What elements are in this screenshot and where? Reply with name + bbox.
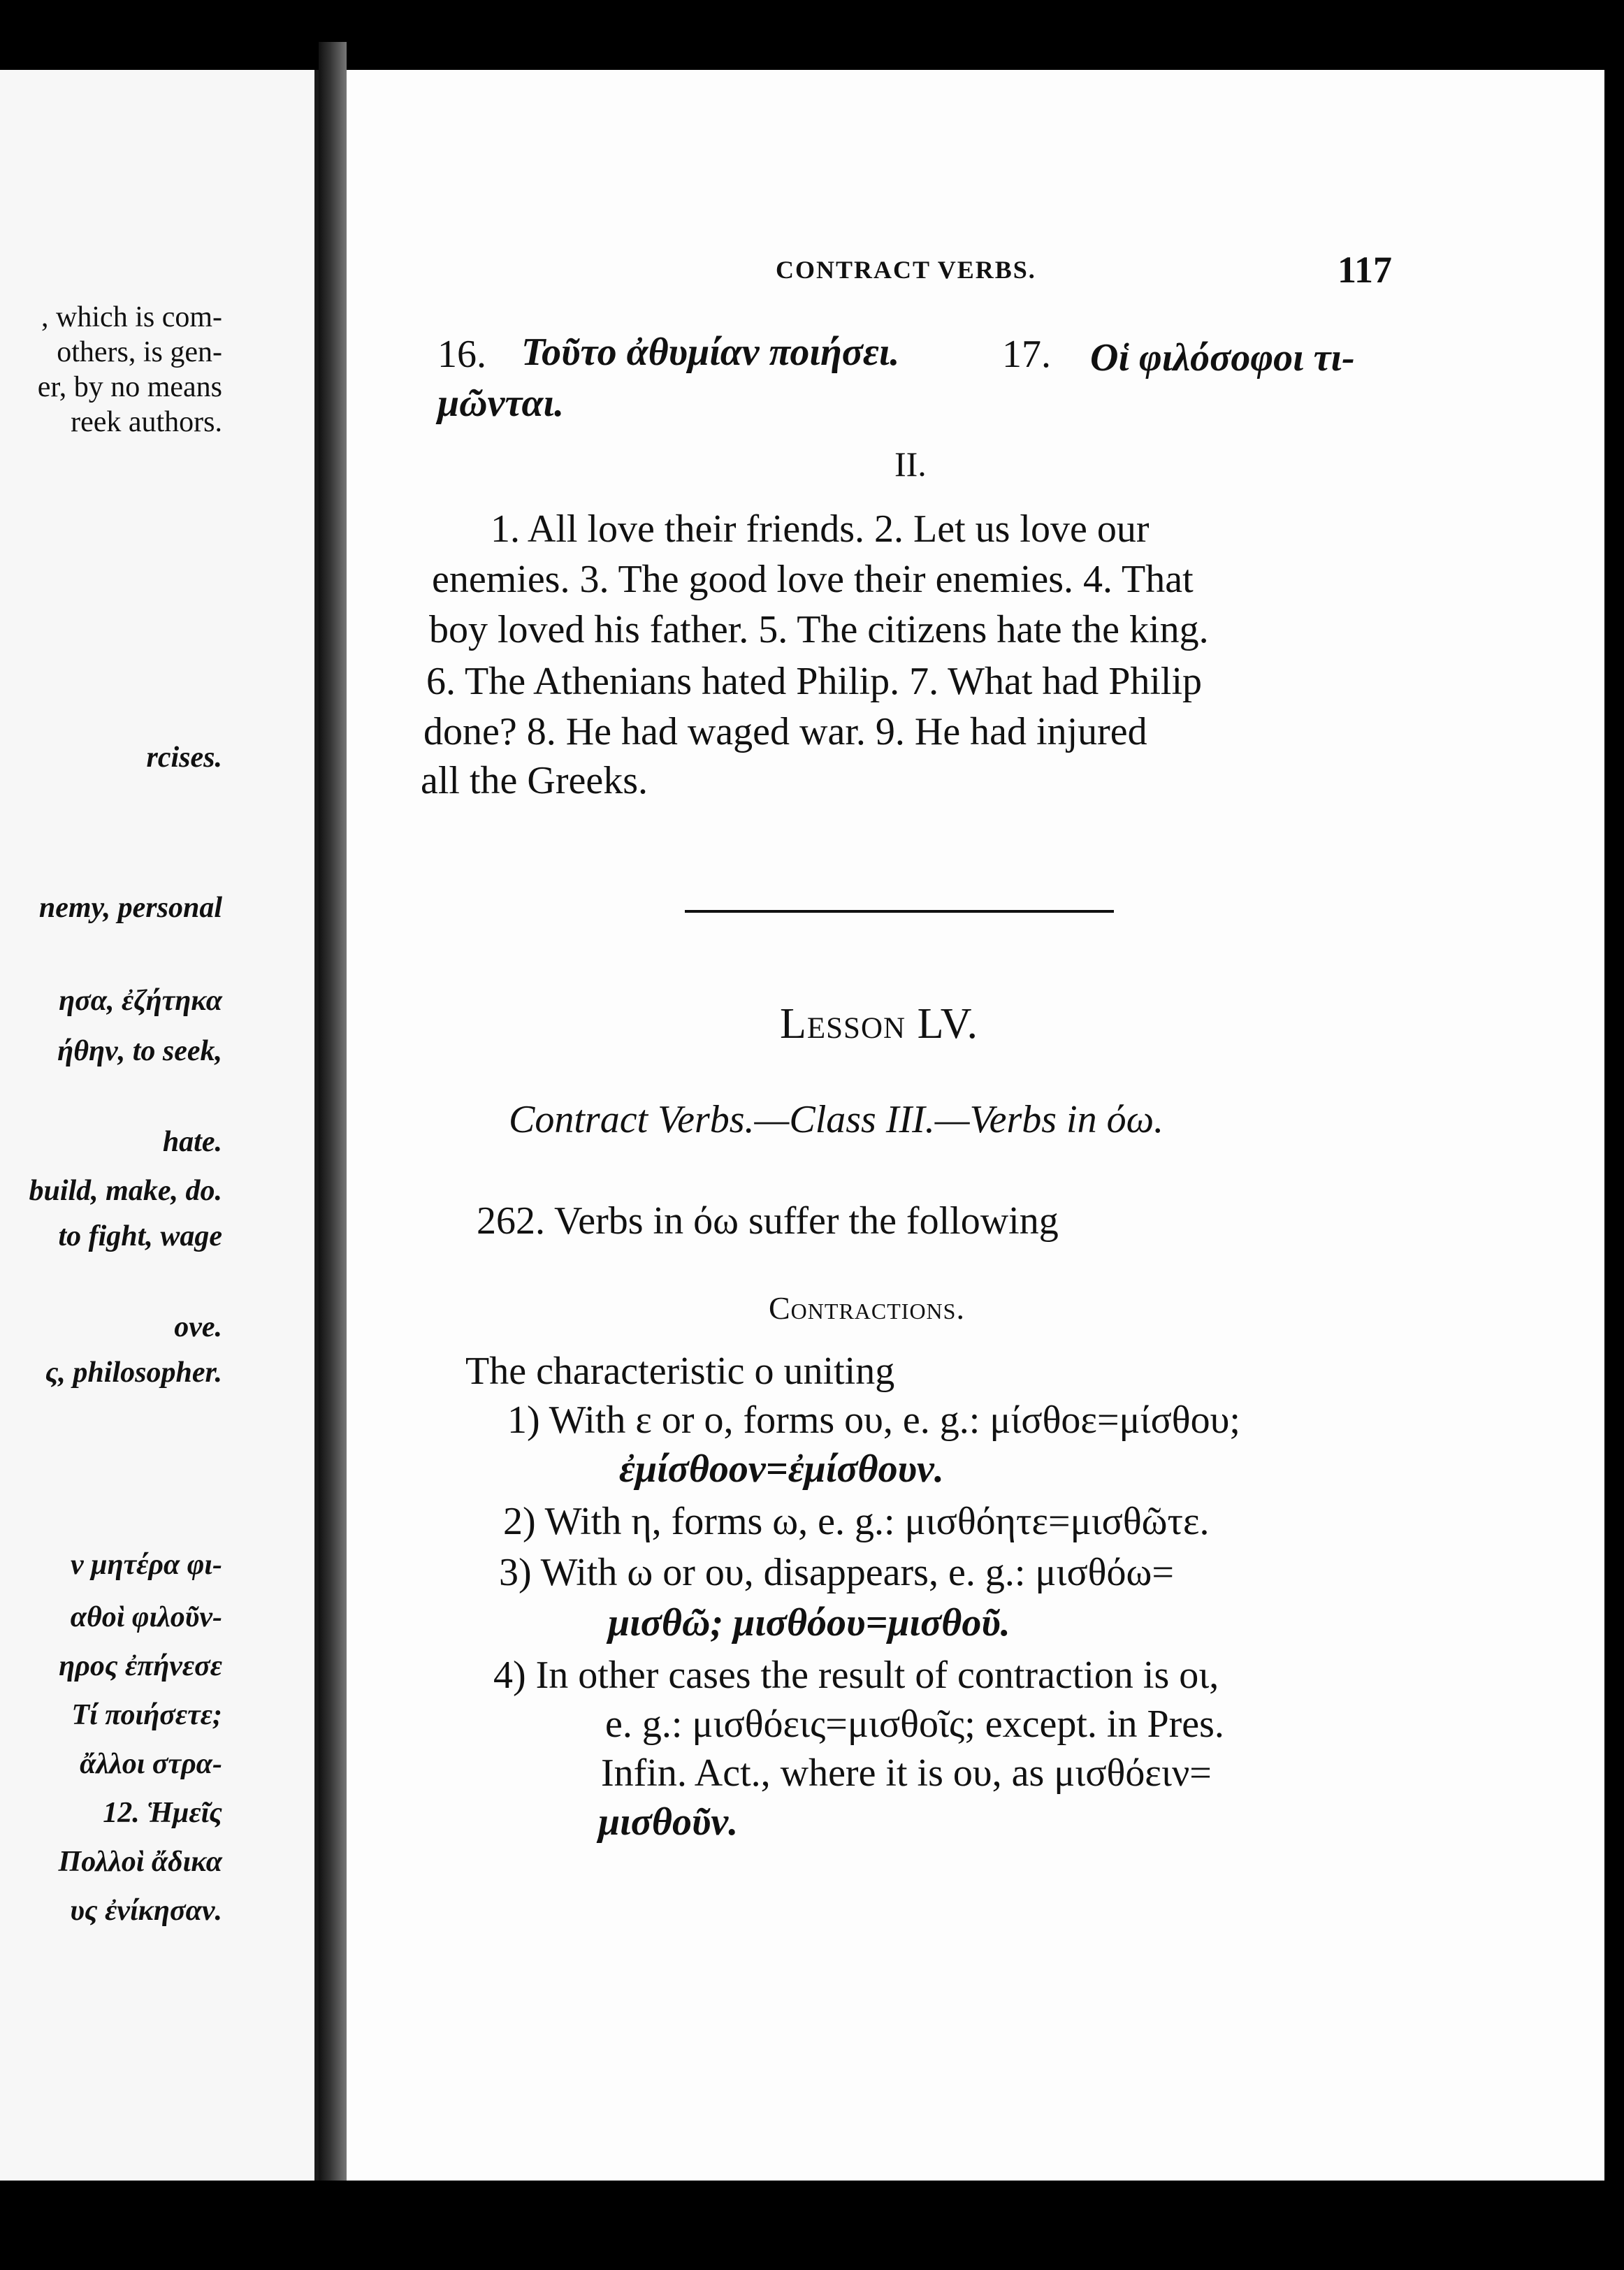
left-line: er, by no means: [37, 371, 222, 403]
left-line: ησα, ἐζήτηκα: [59, 985, 222, 1017]
rule-4-continued: Infin. Act., where it is ου, as μισθόειν=: [601, 1751, 1212, 1795]
section-divider: [685, 910, 1114, 913]
exercise-number: 17.: [1002, 333, 1051, 376]
contractions-intro: The characteristic ο uniting: [465, 1350, 895, 1393]
page-number: 117: [1337, 249, 1393, 291]
greek-sentence: Οἱ φιλόσοφοι τι-: [1090, 336, 1355, 379]
left-line: , which is com-: [41, 301, 222, 333]
rule-3-continued: μισθῶ; μισθόου=μισθοῦ.: [608, 1601, 1010, 1644]
rule-4-continued: μισθοῦν.: [598, 1800, 739, 1844]
scan-top-border: [0, 0, 1624, 77]
left-line: ν μητέρα φι-: [70, 1549, 222, 1581]
right-page: [347, 70, 1604, 2195]
left-line: ηρος ἐπήνεσε: [59, 1650, 222, 1682]
english-exercise-line: 6. The Athenians hated Philip. 7. What had Philip: [426, 660, 1203, 703]
left-line: ήθην, to seek,: [57, 1035, 222, 1067]
left-line: to fight, wage: [58, 1220, 222, 1252]
contractions-heading: Contractions.: [769, 1290, 965, 1326]
left-line: ove.: [174, 1311, 222, 1343]
left-line: build, make, do.: [29, 1175, 222, 1207]
left-line: 12. Ἡμεῖς: [103, 1797, 222, 1829]
left-line: Τί ποιήσετε;: [71, 1699, 222, 1731]
left-line: αθοὶ φιλοῦν-: [70, 1601, 222, 1633]
rule-3: 3) With ω or ου, disappears, e. g.: μισθόω=: [499, 1551, 1174, 1594]
left-page: [0, 70, 319, 2181]
lesson-title: Lesson LV.: [780, 1000, 979, 1048]
english-exercise-line: boy loved his father. 5. The citizens hate the king.: [429, 608, 1209, 651]
scan-bottom-border: [0, 2181, 1624, 2270]
rule-2: 2) With η, forms ω, e. g.: μισθόητε=μισθῶτε.: [503, 1500, 1210, 1543]
left-line: Πολλοὶ ἄδικα: [58, 1846, 222, 1878]
rule-4: 4) In other cases the result of contraction is οι,: [493, 1654, 1219, 1697]
left-line: υς ἐνίκησαν.: [70, 1895, 222, 1927]
left-line: others, is gen-: [57, 336, 222, 368]
greek-sentence: μῶνται.: [437, 382, 565, 425]
english-exercise-line: all the Greeks.: [421, 759, 648, 802]
rule-1-continued: ἐμίσθοον=ἐμίσθουν.: [619, 1447, 944, 1491]
book-gutter: [319, 42, 347, 2243]
paragraph-262: 262. Verbs in όω suffer the following: [477, 1199, 1059, 1243]
running-head: CONTRACT VERBS.: [776, 256, 1036, 284]
left-line: ς, philosopher.: [45, 1357, 222, 1389]
rule-1: 1) With ε or ο, forms ου, e. g.: μίσθοε=μίσθου;: [507, 1398, 1240, 1442]
exercise-number: 16.: [437, 333, 486, 376]
section-heading: II.: [894, 444, 927, 484]
left-line: hate.: [162, 1126, 222, 1158]
scan-right-border: [1604, 0, 1624, 2270]
left-line: rcises.: [146, 742, 222, 774]
lesson-subtitle: Contract Verbs.—Class III.—Verbs in όω.: [509, 1098, 1164, 1141]
left-line: ἄλλοι στρα-: [80, 1748, 222, 1780]
english-exercise-line: enemies. 3. The good love their enemies. 4. That: [432, 558, 1194, 601]
english-exercise-line: done? 8. He had waged war. 9. He had injured: [423, 710, 1147, 753]
greek-sentence: Τοῦτο ἀθυμίαν ποιήσει.: [521, 331, 900, 374]
english-exercise-line: 1. All love their friends. 2. Let us love our: [491, 507, 1150, 551]
rule-4-continued: e. g.: μισθόεις=μισθοῖς; except. in Pres.: [605, 1702, 1224, 1746]
left-line: nemy, personal: [38, 892, 222, 924]
left-line: reek authors.: [71, 406, 222, 438]
